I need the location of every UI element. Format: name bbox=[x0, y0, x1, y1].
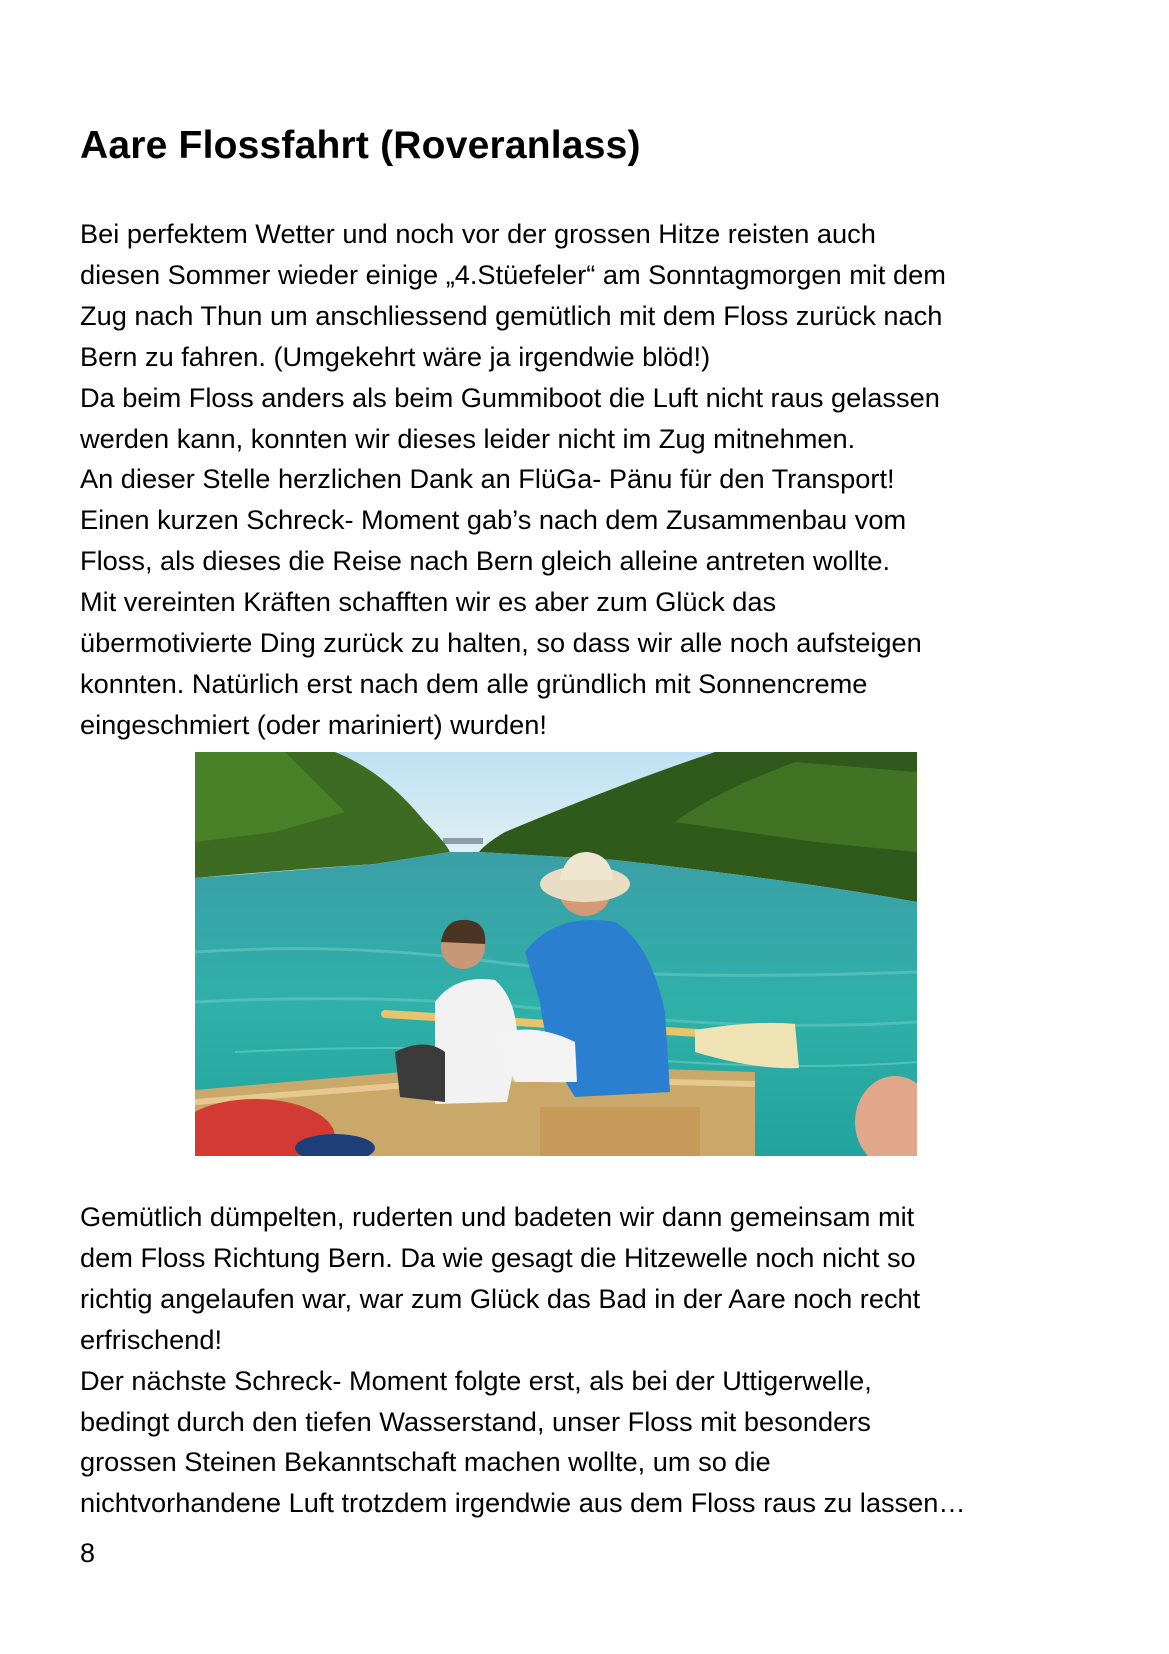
text-line: grossen Steinen Bekanntschaft machen wollte, um so die bbox=[80, 1446, 771, 1478]
text-line: Bei perfektem Wetter und noch vor der grossen Hitze reisten auch bbox=[80, 218, 876, 249]
wooden-box bbox=[540, 1107, 700, 1156]
text-line: eingeschmiert (oder mariniert) wurden! bbox=[80, 708, 547, 740]
text-line: übermotivierte Ding zurück zu halten, so dass wir alle noch aufsteigen bbox=[80, 627, 922, 659]
text-line: An dieser Stelle herzlichen Dank an FlüGa- Pänu für den Transport! bbox=[80, 463, 895, 495]
text-line: dem Floss Richtung Bern. Da wie gesagt die Hitzewelle noch nicht so bbox=[80, 1241, 916, 1273]
text-line: Gemütlich dümpelten, ruderten und badeten wir dann gemeinsam mit bbox=[80, 1201, 915, 1232]
page-number: 8 bbox=[80, 1538, 96, 1568]
intro-paragraph bbox=[80, 214, 1090, 746]
text-line: Da beim Floss anders als beim Gummiboot die Luft nicht raus gelassen bbox=[80, 381, 940, 413]
text-line: erfrischend! bbox=[80, 1323, 223, 1355]
text-line: werden kann, konnten wir dieses leider nicht im Zug mitnehmen. bbox=[80, 422, 856, 454]
text-line: Bern zu fahren. (Umgekehrt wäre ja irgendwie blöd!) bbox=[80, 340, 711, 372]
text-line: Einen kurzen Schreck- Moment gab’s nach dem Zusammenbau vom bbox=[80, 504, 907, 536]
text-line: nichtvorhandene Luft trotzdem irgendwie aus dem Floss raus zu lassen… bbox=[80, 1487, 966, 1519]
text-line: diesen Sommer wieder einige „4.Stüefeler“ am Sonntagmorgen mit dem bbox=[80, 258, 946, 290]
text-line: richtig angelaufen war, war zum Glück das Bad in der Aare noch recht bbox=[80, 1282, 921, 1314]
raft-photo bbox=[195, 752, 917, 1156]
text-line: Der nächste Schreck- Moment folgte erst, als bei der Uttigerwelle, bbox=[80, 1364, 872, 1396]
text-line: Zug nach Thun um anschliessend gemütlich mit dem Floss zurück nach bbox=[80, 299, 943, 331]
closing-paragraph bbox=[80, 1197, 1090, 1524]
page-title: Aare Flossfahrt (Roveranlass) bbox=[80, 124, 641, 167]
text-line: Mit vereinten Kräften schafften wir es aber zum Glück das bbox=[80, 586, 777, 618]
text-line: Floss, als dieses die Reise nach Bern gleich alleine antreten wollte. bbox=[80, 545, 891, 577]
text-line: bedingt durch den tiefen Wasserstand, unser Floss mit besonders bbox=[80, 1405, 871, 1437]
bridge bbox=[443, 838, 483, 844]
text-line: konnten. Natürlich erst nach dem alle gründlich mit Sonnencreme bbox=[80, 667, 868, 699]
